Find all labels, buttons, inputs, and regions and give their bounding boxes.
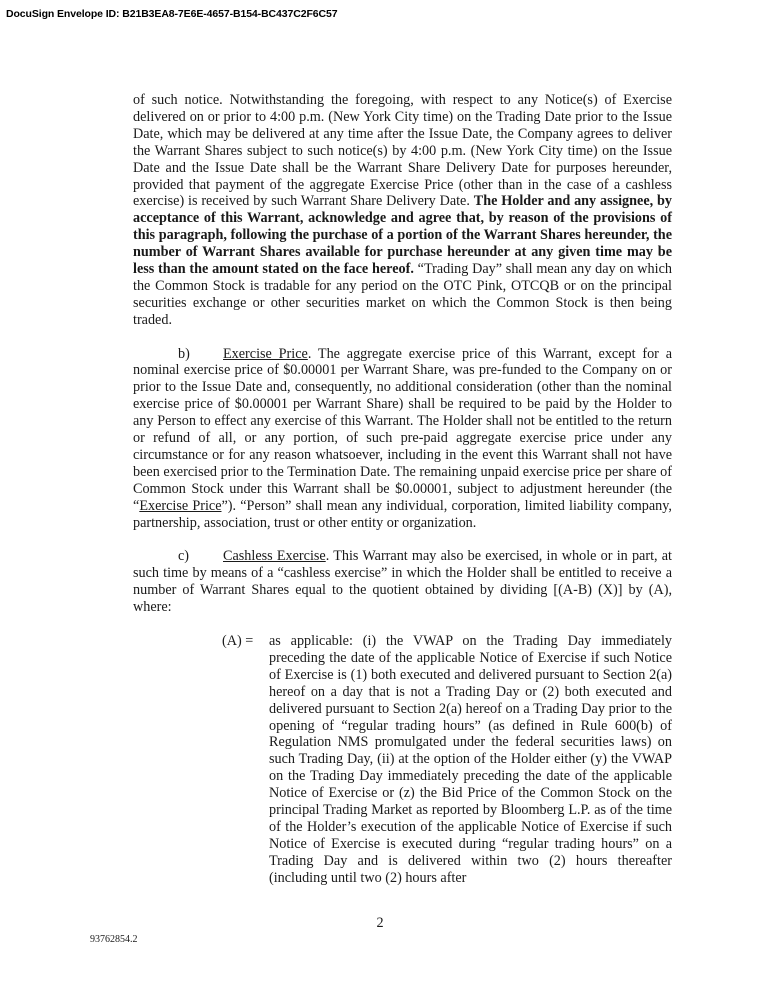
paragraph-cashless-exercise <box>133 548 672 616</box>
docusign-envelope-id: DocuSign Envelope ID: B21B3EA8-7E6E-4657-B154-BC437C2F6C57 <box>6 8 338 20</box>
section-label-b: b) <box>178 345 190 362</box>
definition-text: as applicable: (i) the VWAP on the Trading Day immediately preceding the date of the applicable Notice of Exercise if such Notice of Exercise is (1) both executed and delivered pursuant to Section 2(a) hereof on a day that is not a Trading Day or (2) both executed and delivered pursuant to Section 2(a) hereof on a Trading Day prior to the opening of “regular trading hours” (as defined in Rule 600(b) of Regulation NMS promulgated under the federal securities laws) on such Trading Day, (ii) at the option of the Holder either (y) the VWAP on the Trading Day immediately preceding the date of the applicable Notice of Exercise or (z) the Bid Price of the Common Stock on the principal Trading Market as reported by Bloomberg L.P. as of the time of the Holder’s execution of the applicable Notice of Exercise if such Notice of Exercise is executed during “regular trading hours” on a Trading Day and is delivered within two (2) hours thereafter (including until two (2) hours after <box>269 633 672 886</box>
bold-acknowledgement: The Holder and any assignee, by acceptance of this Warrant, acknowledge and agree that, by reason of the provisions of this paragraph, following the purchase of a portion of the Warrant Shares hereunder, the number of Warrant Shares available for purchase hereunder at any given time may be less than the amount stated on the face hereof. <box>133 193 673 278</box>
exercise-price-text-end: ”). “Person” shall mean any individual, corporation, limited liability company, partnership, association, trust or other entity or organization. <box>133 497 672 531</box>
exercise-price-heading: Exercise Price <box>223 345 308 362</box>
definition-label: (A) = <box>222 633 254 649</box>
document-id: 93762854.2 <box>90 934 138 945</box>
paragraph-text: of such notice. Notwithstanding the foregoing, with respect to any Notice(s) of Exercise delivered on or prior to 4:00 p.m. (New York City time) on the Trading Date prior to the Issue Date, which may be delivered at any time after the Issue Date, the Company agrees to deliver the Warrant Shares subject to such notice(s) by 4:00 p.m. (New York City time) on the Issue Date and the Issue Date shall be the Warrant Share Delivery Date for purposes hereunder, provided that payment of the aggregate Exercise Price (other than in the case of a cashless exercise) is received by such Warrant Share Delivery Date. <box>133 92 672 210</box>
cashless-exercise-heading: Cashless Exercise <box>223 548 326 565</box>
trading-day-definition: “Trading Day” shall mean any day on which the Common Stock is tradable for any period on the OTC Pink, OTCQB or on the principal securities exchange or other securities market on which the Common Stock is then being traded. <box>133 261 672 328</box>
document-body <box>133 92 672 616</box>
definition-a <box>222 633 672 887</box>
paragraph-exercise-price <box>133 346 672 532</box>
exercise-price-text: . The aggregate exercise price of this Warrant, except for a nominal exercise price of $0.00001 per Warrant Share, was pre-funded to the Company on or prior to the Issue Date and, consequently, no additional consideration (other than the nominal exercise price of $0.00001 per Warrant Share) shall be required to be paid by the Holder to any Person to effect any exercise of this Warrant. The Holder shall not be entitled to the return or refund of all, or any portion, of such pre-paid aggregate exercise price under any circumstance or for any reason whatsoever, including in the event this Warrant shall not have been exercised prior to the Termination Date. The remaining unpaid exercise price per share of Common Stock under this Warrant shall be $0.00001, subject to adjustment hereunder (the “ <box>133 345 673 514</box>
exercise-price-term: Exercise Price <box>139 497 222 514</box>
paragraph-delivery-notice <box>133 92 672 329</box>
section-label-c: c) <box>178 548 190 565</box>
cashless-exercise-text: . This Warrant may also be exercised, in whole or in part, at such time by means of a “cashless exercise” in which the Holder shall be entitled to receive a number of Warrant Shares equal to the quotient obtained by dividing [(A-B) (X)] by (A), where: <box>133 548 673 616</box>
page-number: 2 <box>376 915 384 931</box>
